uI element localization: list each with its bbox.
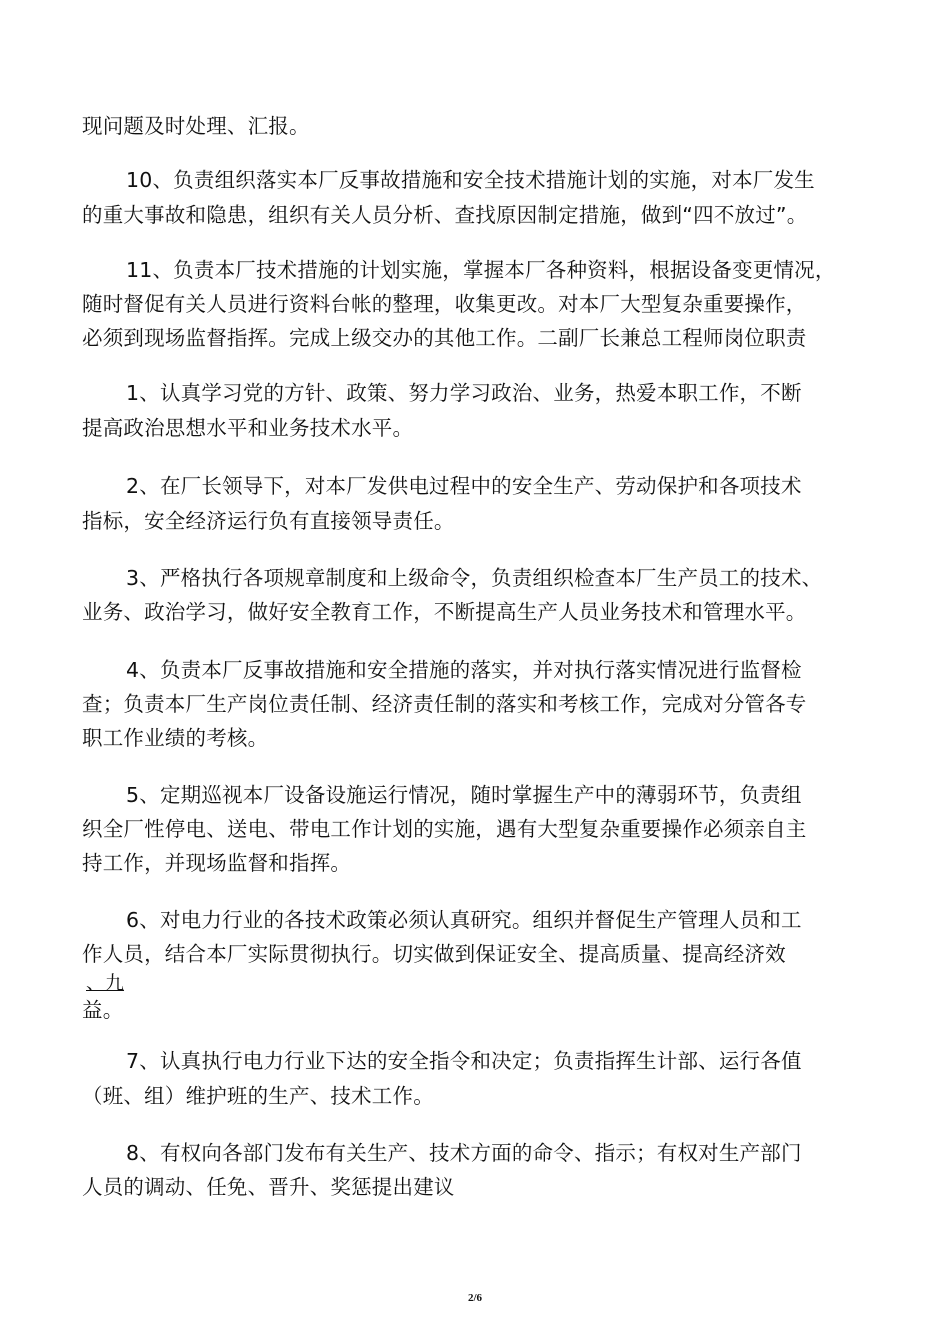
text-line-11: 3、严格执行各项规章制度和上级命令，负责组织检查本厂生产员工的技术、 (126, 566, 823, 590)
text-line-15: 职工作业绩的考核。 (82, 726, 269, 750)
text-line-5: 随时督促有关人员进行资料台帐的整理，收集更改。对本厂大型复杂重要操作， (82, 292, 807, 316)
text-line-13: 4、负责本厂反事故措施和安全措施的落实，并对执行落实情况进行监督检 (126, 658, 802, 682)
text-line-21: 益。 (82, 998, 124, 1022)
text-line-24: 8、有权向各部门发布有关生产、技术方面的命令、指示；有权对生产部门 (126, 1141, 802, 1165)
text-line-14: 查；负责本厂生产岗位责任制、经济责任制的落实和考核工作，完成对分管各专 (82, 692, 807, 716)
text-line-3: 的重大事故和隐患，组织有关人员分析、查找原因制定措施，做到“四不放过”。 (82, 203, 808, 227)
text-line-25: 人员的调动、任免、晋升、奖惩提出建议 (82, 1175, 455, 1199)
text-line-8: 提高政治思想水平和业务技术水平。 (82, 416, 414, 440)
text-line-12: 业务、政治学习，做好安全教育工作，不断提高生产人员业务技术和管理水平。 (82, 600, 807, 624)
underlined-mark: 、九 (86, 972, 125, 994)
text-line-7: 1、认真学习党的方针、政策、努力学习政治、业务，热爱本职工作，不断 (126, 381, 802, 405)
text-line-6: 必须到现场监督指挥。完成上级交办的其他工作。二副厂长兼总工程师岗位职责 (82, 326, 807, 350)
text-line-16: 5、定期巡视本厂设备设施运行情况，随时掌握生产中的薄弱环节，负责组 (126, 783, 802, 807)
text-line-20: 作人员，结合本厂实际贯彻执行。切实做到保证安全、提高质量、提高经济效 (82, 942, 786, 966)
page-number: 2/6 (467, 1292, 483, 1304)
text-line-17: 织全厂性停电、送电、带电工作计划的实施，遇有大型复杂重要操作必须亲自主 (82, 817, 807, 841)
text-line-2: 10、负责组织落实本厂反事故措施和安全技术措施计划的实施，对本厂发生 (126, 168, 815, 192)
text-line-10: 指标，安全经济运行负有直接领导责任。 (82, 509, 455, 533)
text-line-9: 2、在厂长领导下，对本厂发供电过程中的安全生产、劳动保护和各项技术 (126, 474, 802, 498)
text-line-19: 6、对电力行业的各技术政策必须认真研究。组织并督促生产管理人员和工 (126, 908, 802, 932)
text-line-4: 11、负责本厂技术措施的计划实施，掌握本厂各种资料，根据设备变更情况， (126, 258, 836, 282)
text-line-1: 现问题及时处理、汇报。 (82, 114, 310, 138)
text-line-18: 持工作，并现场监督和指挥。 (82, 851, 352, 875)
text-line-23: （班、组）维护班的生产、技术工作。 (82, 1084, 434, 1108)
text-line-22: 7、认真执行电力行业下达的安全指令和决定；负责指挥生计部、运行各值 (126, 1049, 802, 1073)
